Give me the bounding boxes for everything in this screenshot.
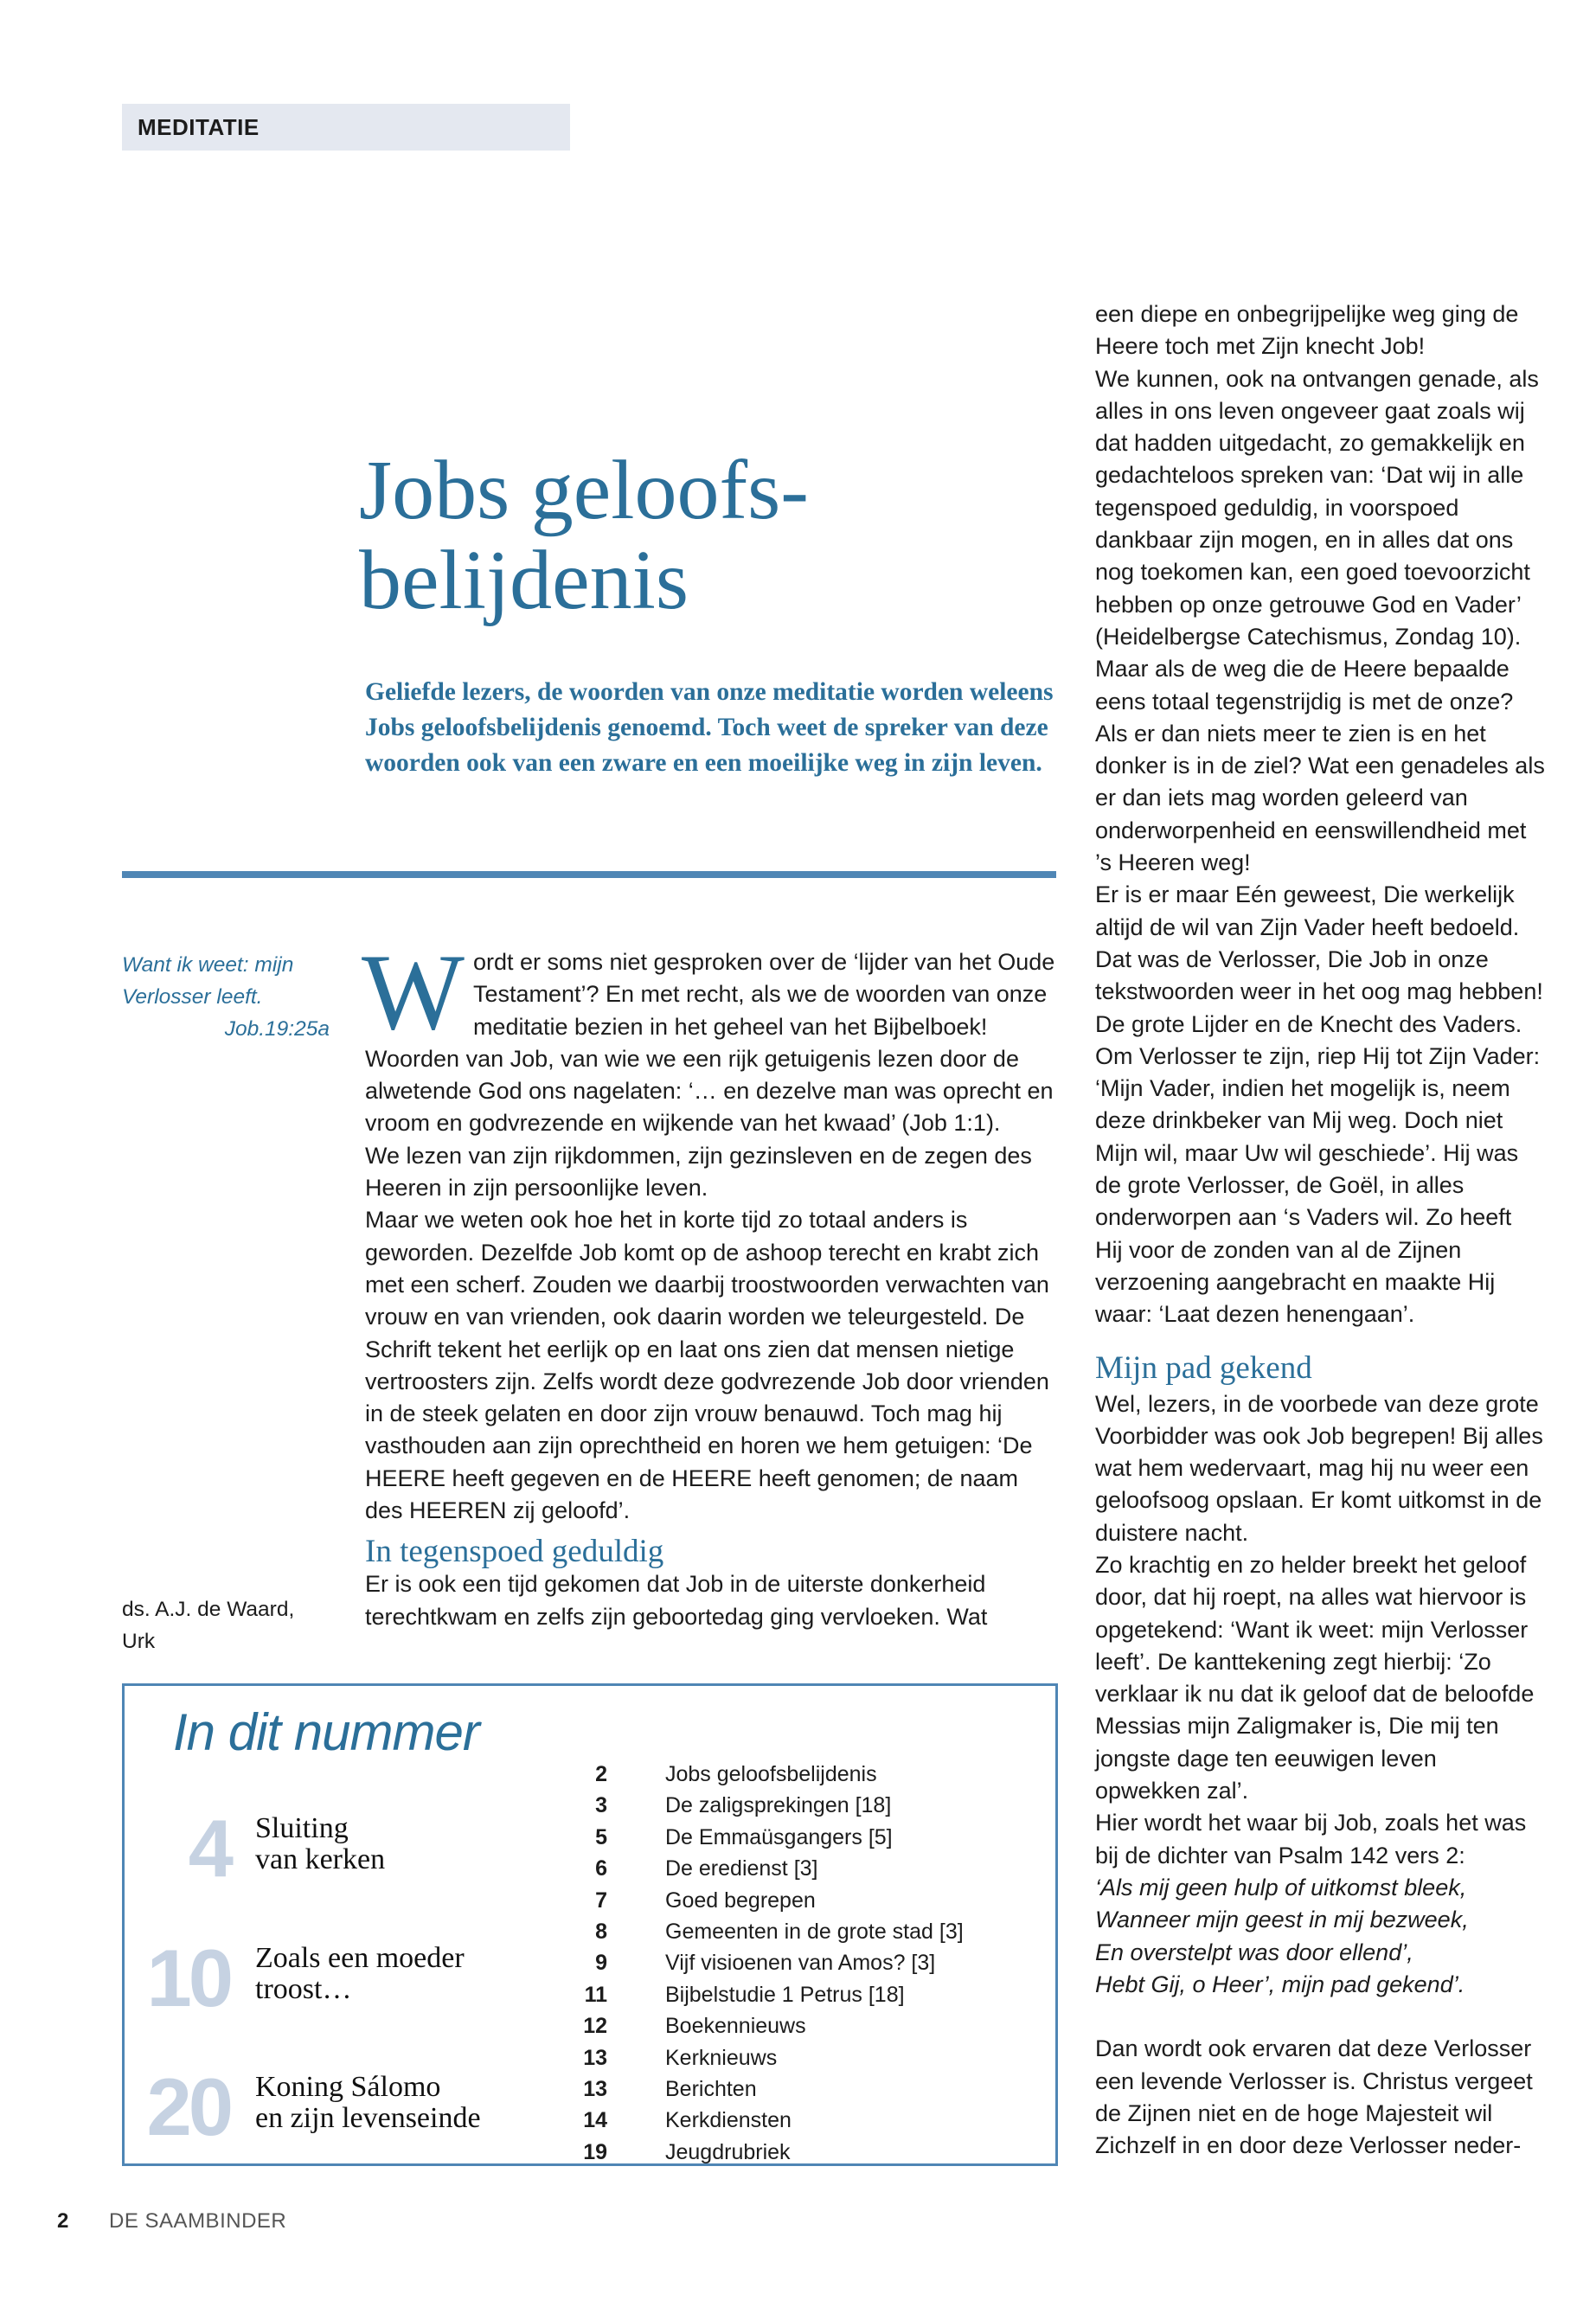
paragraph: Maar we weten ook hoe het in korte tijd zo totaal anders is geworden. Dezelfde Job komt op de ashoop terecht en krabt zich met een scherf. Zouden we daarbij troostwoorden verwachten van vrouw en van vrienden, ook daarin worden we teleurgesteld. De Schrift tekent het eerlijk op en laat ons zien dat mensen nietige vertroosters zijn. Zelfs wordt deze godvrezende Job door vrienden in de steek gelaten en door zijn vrouw benauwd. Toch mag hij vasthouden aan zijn oprechtheid en horen we hem getuigen: ‘De HEERE heeft gegeven en de HEERE heeft genomen; de naam des HEEREN zij geloofd’. — [365, 1207, 1049, 1524]
pull-quote-reference: Job.19:25a — [224, 1017, 330, 1041]
feature-title-line: van kerken — [255, 1843, 386, 1875]
feature-title-line: Koning Sálomo — [255, 2071, 441, 2103]
toc-page: 2 — [595, 1762, 607, 1786]
toc-feature[interactable] — [137, 1803, 535, 1894]
toc-page: 12 — [583, 2014, 607, 2039]
title-line-1: Jobs geloofs- — [359, 444, 809, 537]
toc-page: 9 — [595, 1951, 607, 1976]
toc-title: De zaligsprekingen [18] — [665, 1793, 892, 1818]
title-line-2: belijdenis — [359, 534, 689, 627]
page-footer — [57, 2208, 286, 2234]
toc-title: Berichten — [665, 2076, 757, 2101]
paragraph — [362, 933, 1057, 1140]
feature-page-number: 4 — [188, 1803, 230, 1894]
feature-title — [255, 2072, 541, 2134]
page-number: 2 — [57, 2209, 69, 2233]
toc-item[interactable] — [588, 1916, 964, 1947]
paragraph: Dan wordt ook ervaren dat deze Verlosser een levende Verlosser is. Christus vergeet de Zijnen niet en de hoge Majesteit wil Zichzelf in en door deze Verlosser neder- — [1095, 2035, 1533, 2159]
feature-page-number: 20 — [146, 2061, 230, 2152]
toc-item[interactable] — [584, 1979, 960, 2010]
toc-title: Gemeenten in de grote stad [3] — [665, 1919, 964, 1944]
article-column-middle — [362, 933, 1057, 1633]
feature-title-line: troost… — [255, 1973, 352, 2005]
toc-page: 19 — [583, 2139, 607, 2164]
pull-quote — [122, 949, 330, 1045]
psalm-quote — [1095, 1872, 1545, 2001]
feature-title-line: Sluiting — [255, 1812, 349, 1844]
toc-feature[interactable] — [137, 2061, 535, 2152]
toc-title: De Emmaüsgangers [5] — [665, 1824, 893, 1849]
paragraph: Zo krachtig en zo helder breekt het geloof door, dat hij roept, na alles wat hiervoor is opgetekend: ‘Want ik weet: mijn Verlosser leeft’. De kanttekening zegt hierbij: ‘Zo verklaar ik nu dat ik geloof dat de beloofde Messias mijn Zaligmaker is, Die mij ten jongste dage ten eeuwigen leven opwekken zal’. — [1095, 1551, 1535, 1804]
article-intro: Geliefde lezers, de woorden van onze meditatie worden weleens Jobs geloofsbelijdenis genoemd. Toch weet de spreker van deze woorden ook van een zware en een moeilijke weg in zijn leven. — [365, 678, 1054, 777]
toc-item[interactable] — [588, 1759, 960, 1790]
toc-page: 3 — [595, 1793, 607, 1818]
feature-page-number: 10 — [146, 1932, 230, 2023]
toc-page: 14 — [583, 2108, 607, 2133]
toc-item[interactable] — [583, 2042, 960, 2073]
toc-title: Boekennieuws — [665, 2014, 806, 2039]
toc-page: 11 — [584, 1982, 607, 2007]
paragraph-gap — [1095, 2001, 1545, 2033]
toc-feature[interactable] — [137, 1932, 535, 2023]
toc-item[interactable] — [588, 1947, 960, 1978]
drop-cap: W — [362, 933, 465, 1053]
paragraph: Wel, lezers, in de voorbede van deze grote Voorbidder was ook Job begrepen! Bij alles wat hem wedervaart, mag hij nu weer een geloofsoog opslaan. Er komt uitkomst in de duistere nacht. — [1095, 1390, 1543, 1546]
toc-page: 7 — [595, 1888, 607, 1913]
toc-page: 8 — [595, 1919, 607, 1944]
pull-quote-line-2: Verlosser leeft. — [122, 985, 263, 1009]
toc-item[interactable] — [583, 2073, 960, 2105]
toc-item[interactable] — [588, 1853, 960, 1884]
toc-title: De eredienst [3] — [665, 1856, 818, 1881]
toc-title: Goed begrepen — [665, 1888, 816, 1913]
toc-page: 13 — [583, 2045, 607, 2070]
paragraph: We lezen van zijn rijkdommen, zijn gezinsleven en de zegen des Heeren in zijn persoonlijke leven. — [365, 1142, 1032, 1202]
toc-page: 6 — [595, 1856, 607, 1881]
paragraph: Hier wordt het waar bij Job, zoals het was bij de dichter van Psalm 142 vers 2: — [1095, 1810, 1527, 1868]
toc-page: 13 — [583, 2076, 607, 2101]
author-name: ds. A.J. de Waard, — [122, 1598, 295, 1621]
feature-title-line: en zijn levenseinde — [255, 2102, 481, 2134]
toc-title: Kerknieuws — [665, 2045, 778, 2070]
magazine-name: DE SAAMBINDER — [109, 2209, 287, 2233]
toc-title: Kerkdiensten — [665, 2108, 792, 2133]
feature-title-line: Zoals een moeder — [255, 1942, 465, 1974]
paragraph: We kunnen, ook na ontvangen genade, als alles in ons leven ongeveer gaat zoals wij dat hadden uitgedacht, zo gemakkelijk en gedachteloos spreken van: ‘Dat wij in alle tegenspoed geduldig, in voorspoed dankbaar zijn mogen, en in alles dat ons nog toekomen kan, een goed toevoorzicht hebben op onze getrouwe God en Vader’ (Heidelbergse Catechismus, Zondag 10). Maar als de weg die de Heere bepaalde eens totaal tegenstrijdig is met de onze? Als er dan niets meer te zien is en het donker is in de ziel? Wat een genadeles als er dan iets mag worden geleerd van onderworpenheid en eenswillendheid met ’s Heeren weg! — [1095, 365, 1545, 876]
author-place: Urk — [122, 1630, 156, 1653]
toc-item[interactable] — [583, 2137, 960, 2168]
subheading: In tegenspoed geduldig — [365, 1534, 664, 1570]
article-title — [359, 445, 809, 625]
toc-title: Jeugdrubriek — [665, 2139, 791, 2164]
poem-line: Wanneer mijn geest in mij bezweek, — [1095, 1907, 1469, 1933]
paragraph-text: ordt er soms niet gesproken over de ‘lijder van het Oude Testament’? En met recht, als we de woorden van onze meditatie bezien in het geheel van het Bijbelboek! Woorden van Job, van wie we een rijk getuigenis lezen door de alwetende God ons nagelaten: ‘… en dezelve man was oprecht en vroom en godvrezende en wijkende van het kwaad’ (Job 1:1). — [365, 949, 1055, 1137]
toc-heading: In dit nummer — [173, 1703, 479, 1761]
author-credit — [122, 1593, 347, 1657]
toc-title: Vijf visioenen van Amos? [3] — [665, 1951, 936, 1976]
toc-title: Bijbelstudie 1 Petrus [18] — [665, 1982, 905, 2007]
feature-title — [255, 1943, 541, 2005]
subheading: Mijn pad gekend — [1095, 1349, 1312, 1386]
feature-title — [255, 1813, 541, 1875]
toc-title: Jobs geloofsbelijdenis — [665, 1762, 877, 1786]
paragraph: Er is ook een tijd gekomen dat Job in de uiterste donkerheid terechtkwam en zelfs zijn geboortedag ging vervloeken. Wat — [365, 1571, 988, 1630]
paragraph: een diepe en onbegrijpelijke weg ging de Heere toch met Zijn knecht Job! — [1095, 301, 1519, 360]
paragraph: Er is er maar Eén geweest, Die werkelijk altijd de wil van Zijn Vader heeft bedoeld. Dat was de Verlosser, Die Job in onze tekstwoorden weer in het oog mag hebben! De grote Lijder en de Knecht des Vaders. Om Verlosser te zijn, riep Hij tot Zijn Vader: ‘Mijn Vader, indien het mogelijk is, neem deze drinkbeker van Mij weg. Doch niet Mijn wil, maar Uw wil geschiede’. Hij was de grote Verlosser, de Goël, in alles onderworpen aan ‘s Vaders wil. Zo heeft Hij voor de zonden van al de Zijnen verzoening aangebracht en maakte Hij waar: ‘Laat dezen henengaan’. — [1095, 881, 1543, 1328]
pull-quote-line-1: Want ik weet: mijn — [122, 953, 294, 977]
poem-line: ‘Als mij geen hulp of uitkomst bleek, — [1095, 1874, 1467, 1900]
toc-page: 5 — [595, 1824, 607, 1849]
poem-line: En overstelpt was door ellend’, — [1095, 1939, 1413, 1965]
toc-item[interactable] — [588, 1790, 960, 1821]
toc-item[interactable] — [583, 2010, 960, 2041]
article-column-right — [1095, 298, 1545, 2163]
toc-list — [583, 1759, 964, 2168]
toc-item[interactable] — [588, 1885, 960, 1916]
toc-item[interactable] — [583, 2105, 960, 2136]
toc-item[interactable] — [588, 1822, 960, 1853]
section-divider — [122, 871, 1056, 878]
poem-line: Hebt Gij, o Heer’, mijn pad gekend’. — [1095, 1971, 1465, 1997]
section-label: MEDITATIE — [122, 104, 570, 151]
